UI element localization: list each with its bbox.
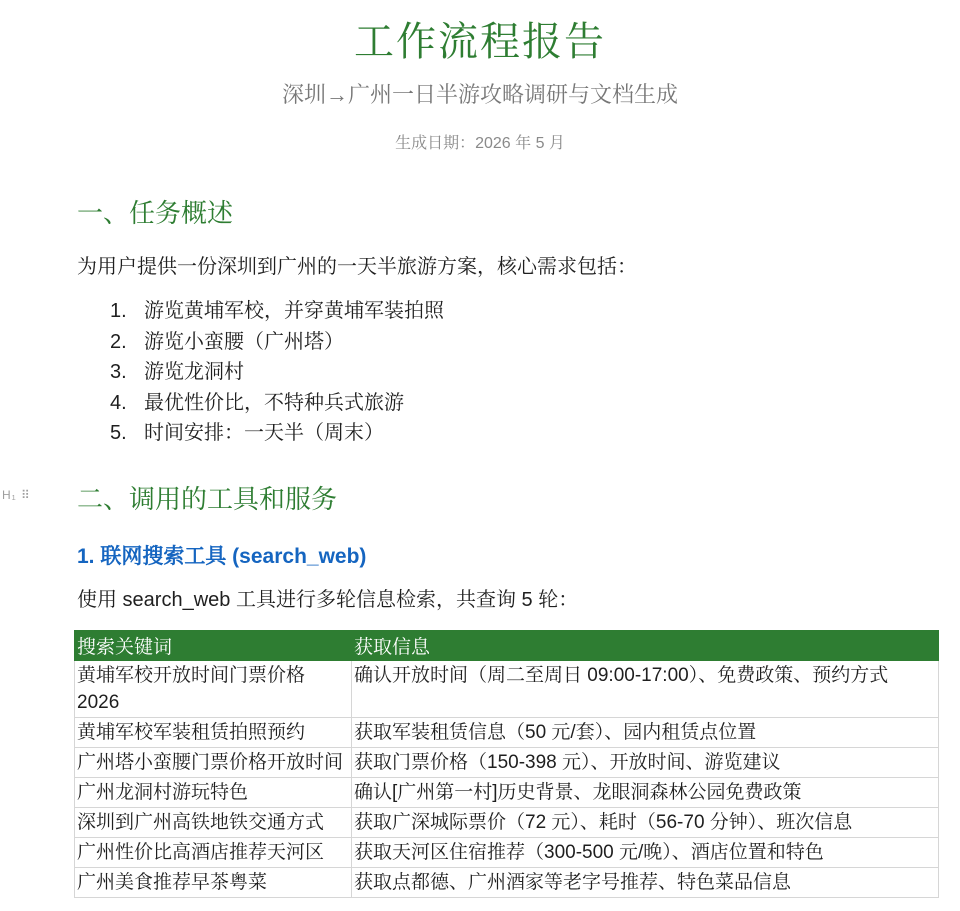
table-row — [75, 808, 939, 838]
list-item-number: 5. — [110, 422, 127, 444]
table-cell-info: 获取军装租赁信息（50 元/套）、园内租赁点位置 — [352, 718, 939, 748]
list-item — [110, 357, 444, 388]
list-item-text: 最优性价比，不特种兵式旅游 — [144, 391, 404, 414]
table-row — [75, 778, 939, 808]
report-subtitle: 深圳→广州一日半游攻略调研与文档生成 — [281, 82, 678, 107]
search-table — [74, 630, 939, 898]
list-item — [110, 388, 444, 419]
table-cell-keyword: 深圳到广州高铁地铁交通方式 — [75, 808, 352, 838]
table-cell-info: 确认[广州第一村]历史背景、龙眼洞森林公园免费政策 — [352, 778, 939, 808]
table-cell-keyword: 黄埔军校军装租赁拍照预约 — [75, 718, 352, 748]
report-date: 生成日期：2026 年 5 月 — [395, 135, 565, 152]
table-row — [75, 838, 939, 868]
list-item-number: 4. — [110, 391, 127, 414]
list-item-text: 游览黄埔军校，并穿黄埔军装拍照 — [144, 300, 444, 322]
list-item — [110, 327, 444, 358]
table-cell-keyword: 黄埔军校开放时间门票价格 2026 — [75, 661, 352, 718]
overview-intro: 为用户提供一份深圳到广州的一天半旅游方案，核心需求包括： — [77, 256, 637, 278]
table-header-row — [75, 631, 939, 661]
table-cell-info: 获取点都德、广州酒家等老字号推荐、特色菜品信息 — [352, 868, 939, 898]
table-row — [75, 661, 939, 718]
list-item — [110, 296, 444, 327]
table-cell-info: 确认开放时间（周二至周日 09:00-17:00）、免费政策、预约方式 — [352, 661, 939, 718]
list-item-text: 游览小蛮腰（广州塔） — [144, 330, 344, 353]
list-item-number: 1. — [110, 300, 127, 322]
report-title: 工作流程报告 — [354, 19, 606, 65]
table-cell-info: 获取天河区住宿推荐（300-500 元/晚）、酒店位置和特色 — [352, 838, 939, 868]
table-cell-keyword: 广州塔小蛮腰门票价格开放时间 — [75, 748, 352, 778]
list-item-number: 2. — [110, 330, 127, 353]
list-item-number: 3. — [110, 361, 127, 383]
list-item — [110, 418, 444, 449]
table-row — [75, 718, 939, 748]
table-cell-keyword: 广州龙洞村游玩特色 — [75, 778, 352, 808]
table-row — [75, 748, 939, 778]
table-cell-info: 获取门票价格（150-398 元）、开放时间、游览建议 — [352, 748, 939, 778]
table-header-keyword: 搜索关键词 — [75, 631, 352, 661]
list-item-text: 游览龙洞村 — [144, 361, 244, 383]
requirements-list — [110, 296, 444, 449]
section-heading-overview: 一、任务概述 — [77, 199, 234, 229]
tools-intro: 使用 search_web 工具进行多轮信息检索，共查询 5 轮： — [77, 589, 579, 611]
list-item-text: 时间安排：一天半（周末） — [144, 422, 384, 444]
table-row — [75, 868, 939, 898]
table-cell-keyword: 广州美食推荐早茶粤菜 — [75, 868, 352, 898]
subheading-search-web: 1. 联网搜索工具 (search_web) — [77, 545, 367, 568]
section-heading-tools: 二、调用的工具和服务 — [77, 485, 338, 515]
table-header-info: 获取信息 — [352, 631, 939, 661]
heading-drag-handle-icon[interactable]: H₁ ⠿ — [2, 488, 31, 502]
table-cell-info: 获取广深城际票价（72 元）、耗时（56-70 分钟）、班次信息 — [352, 808, 939, 838]
table-cell-keyword: 广州性价比高酒店推荐天河区 — [75, 838, 352, 868]
